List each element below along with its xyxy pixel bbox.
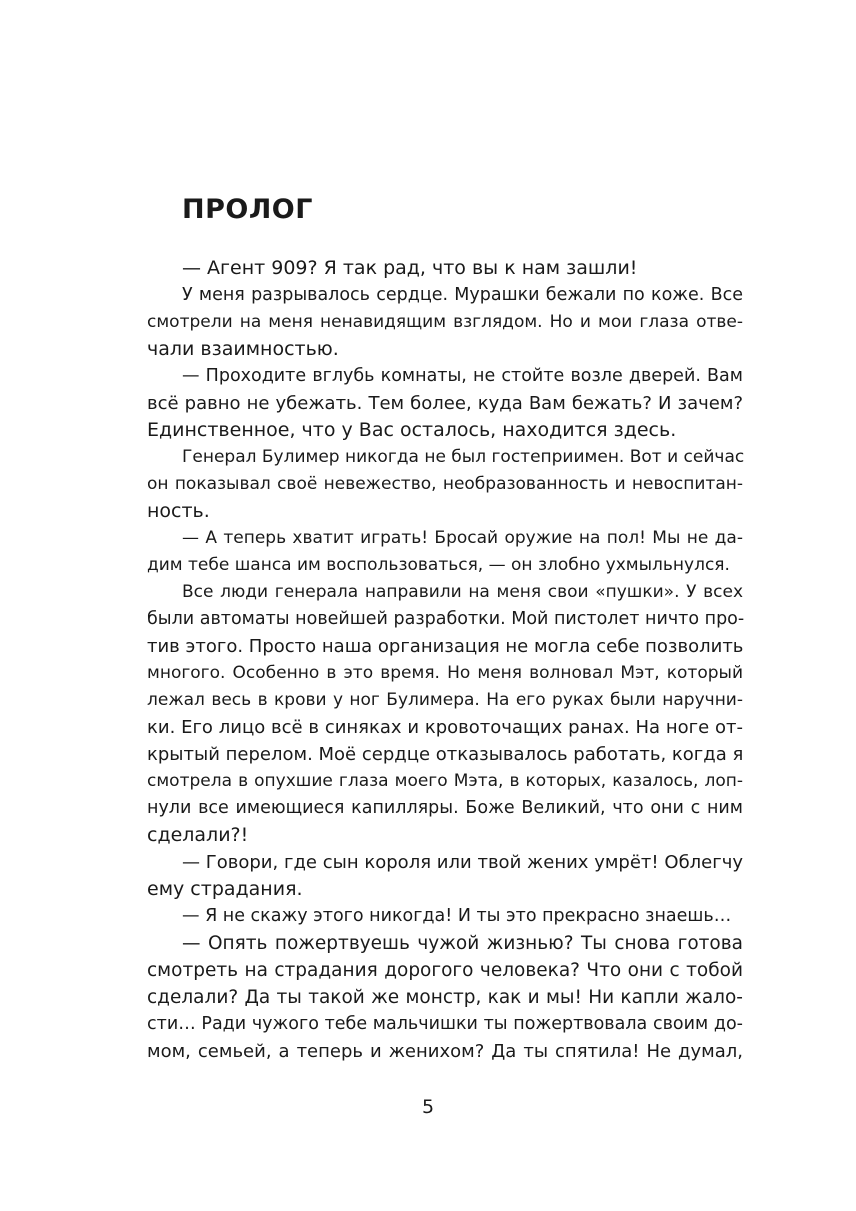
text-line: многого. Особенно в это время. Но меня волновал Мэт, который bbox=[147, 663, 743, 683]
text-line: лежал весь в крови у ног Булимера. На его руках были наручни- bbox=[147, 690, 743, 710]
page-number: 5 bbox=[421, 1096, 435, 1118]
text-line: нули все имеющиеся капилляры. Боже Великий, что они с ним bbox=[147, 798, 743, 818]
text-line: ему страдания. bbox=[147, 878, 303, 900]
text-line: смотрела в опухшие глаза моего Мэта, в которых, казалось, лоп- bbox=[147, 771, 743, 791]
text-line: сделали?! bbox=[147, 824, 249, 846]
text-line: всё равно не убежать. Тем более, куда Вам бежать? И зачем? bbox=[147, 393, 743, 414]
text-line: — Говори, где сын короля или твой жених умрёт! Облегчу bbox=[182, 852, 743, 873]
text-line: — Опять пожертвуешь чужой жизнью? Ты снова готова bbox=[182, 933, 743, 954]
text-line: — А теперь хватит играть! Бросай оружие на пол! Мы не да- bbox=[182, 528, 743, 548]
text-line: смотреть на страдания дорогого человека? Что они с тобой bbox=[147, 960, 743, 981]
text-line: крытый перелом. Моё сердце отказывалось работать, когда я bbox=[147, 744, 744, 765]
text-line: Генерал Булимер никогда не был гостеприимен. Вот и сейчас bbox=[182, 447, 745, 467]
text-line: мом, семьей, а теперь и женихом? Да ты спятила! Не думал, bbox=[147, 1041, 743, 1062]
text-line: — Я не скажу этого никогда! И ты это прекрасно знаешь… bbox=[182, 906, 732, 926]
text-line: — Проходите вглубь комнаты, не стойте возле дверей. Вам bbox=[182, 366, 743, 386]
text-line: ность. bbox=[147, 500, 210, 522]
text-line: У меня разрывалось сердце. Мурашки бежали по коже. Все bbox=[182, 285, 743, 305]
text-line: — Агент 909? Я так рад, что вы к нам зашли! bbox=[182, 257, 638, 279]
chapter-body bbox=[147, 255, 743, 1065]
text-line: он показывал своё невежество, необразованность и невоспитан- bbox=[147, 474, 743, 494]
text-line: тив этого. Просто наша организация не могла себе позволить bbox=[147, 636, 744, 657]
chapter-title: ПРОЛОГ bbox=[182, 194, 313, 225]
text-line: чали взаимностью. bbox=[147, 338, 339, 360]
text-line: ки. Его лицо всё в синяках и кровоточащих ранах. На ноге от- bbox=[147, 717, 743, 738]
text-line: сделали? Да ты такой же монстр, как и мы! Ни капли жало- bbox=[147, 987, 743, 1008]
text-line: сти… Ради чужого тебе мальчишки ты пожертвовала своим до- bbox=[147, 1014, 743, 1034]
text-line: Единственное, что у Вас осталось, находится здесь. bbox=[147, 419, 677, 441]
text-line: смотрели на меня ненавидящим взглядом. Но и мои глаза отве- bbox=[147, 312, 743, 332]
text-line: Все люди генерала направили на меня свои «пушки». У всех bbox=[182, 582, 743, 602]
text-line: были автоматы новейшей разработки. Мой пистолет ничто про- bbox=[147, 609, 745, 629]
text-line: дим тебе шанса им воспользоваться, — он злобно ухмыльнулся. bbox=[147, 555, 730, 575]
